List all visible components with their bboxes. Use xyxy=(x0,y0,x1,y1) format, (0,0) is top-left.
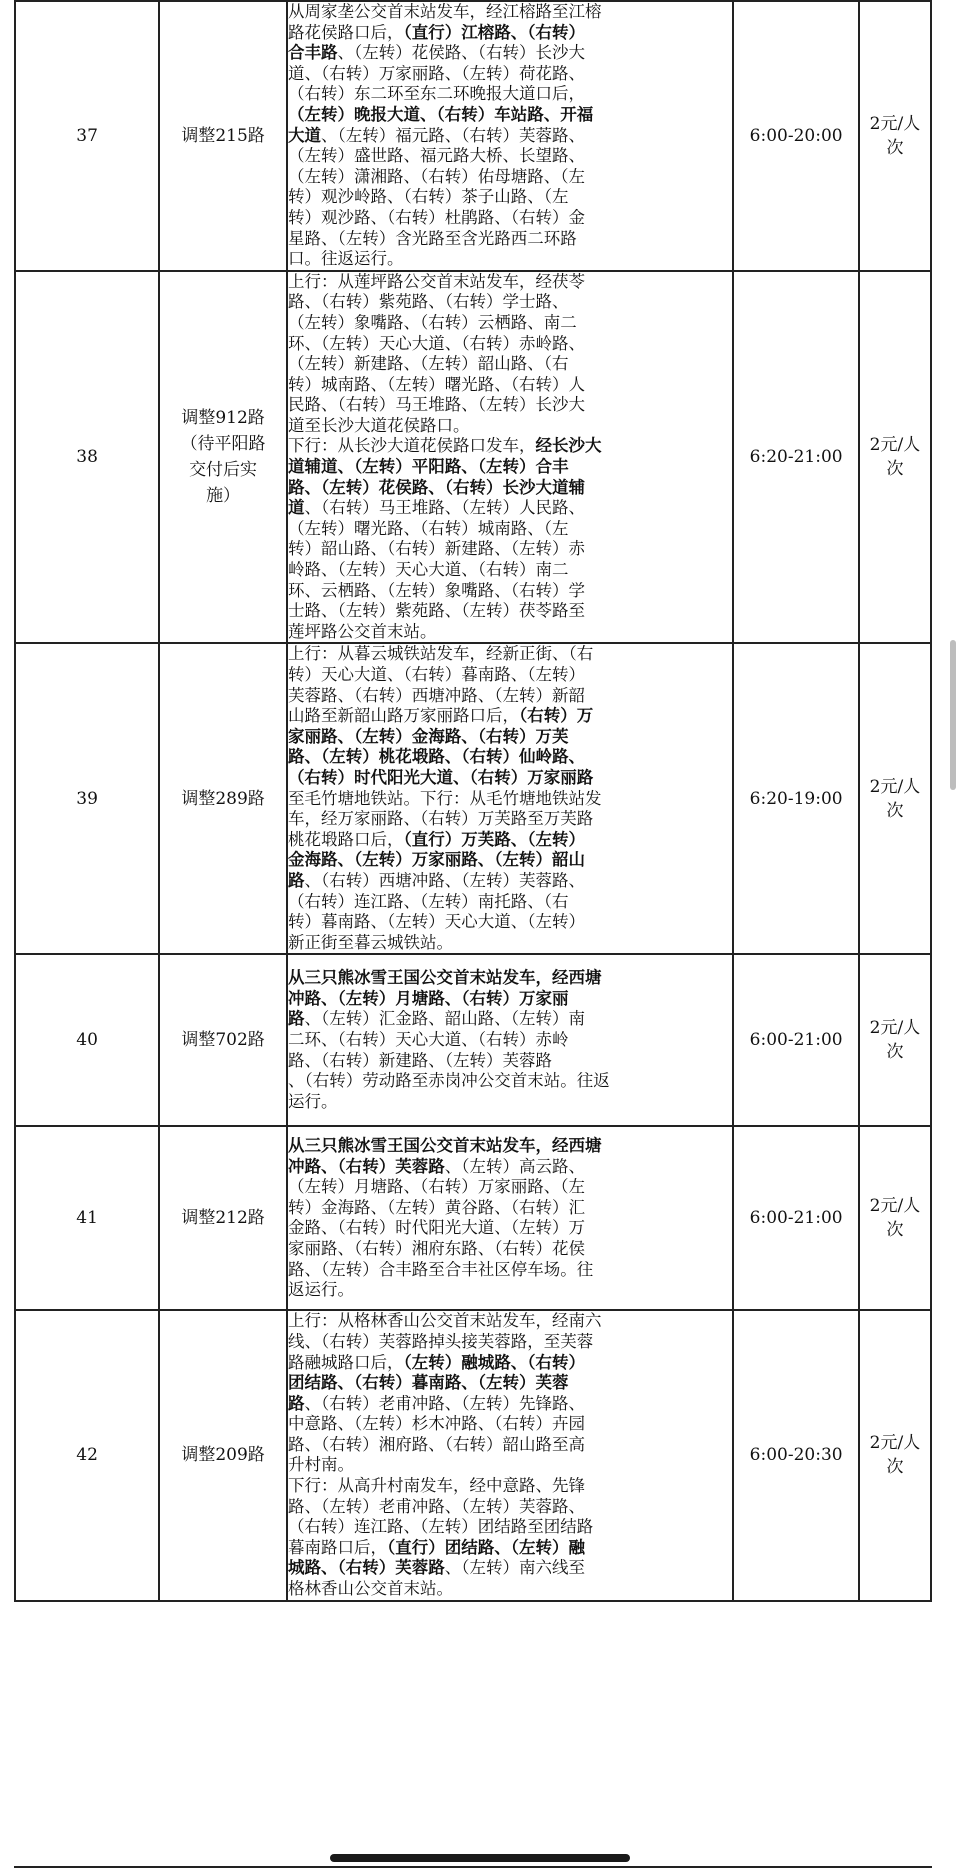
description-line xyxy=(288,416,732,437)
text-segment: 环、云栖路、（左转）象嘴路、（右转）学 xyxy=(288,580,585,600)
operating-hours: 6:00-21:00 xyxy=(733,1126,859,1310)
description-line xyxy=(288,354,732,375)
text-segment: 岭路、（左转）天心大道、（右转）南二 xyxy=(288,560,569,580)
description-line xyxy=(288,1051,732,1072)
description-line xyxy=(288,727,732,748)
table-row xyxy=(15,1310,931,1600)
route-number: 42 xyxy=(15,1310,159,1600)
description-line xyxy=(288,1136,732,1157)
description-line xyxy=(288,64,732,85)
description-line xyxy=(288,1198,732,1219)
description-line xyxy=(288,187,732,208)
text-segment: 、（右转）西塘冲路、（左转）芙蓉路、 xyxy=(304,870,585,890)
fare xyxy=(859,1,931,271)
fare-line: 2元/人 xyxy=(869,435,921,456)
table-bottom-border xyxy=(14,1866,932,1868)
text-segment: 下行：从高升村南发车，经中意路、先锋 xyxy=(288,1476,585,1496)
operating-hours: 6:20-21:00 xyxy=(733,271,859,644)
description-line xyxy=(288,2,732,23)
bold-segment: 金海路、（左转）万家丽路、（左转）韶山 xyxy=(288,850,585,870)
bold-segment: 道辅道、（左转）平阳路、（左转）合丰 xyxy=(288,457,569,477)
text-segment: 、（左转）花侯路、（右转）长沙大 xyxy=(337,43,585,63)
description-line xyxy=(288,105,732,126)
description-line xyxy=(288,249,732,270)
description-line xyxy=(288,706,732,727)
route-name: 调整289路 xyxy=(159,643,287,954)
description-line xyxy=(288,1538,732,1559)
text-segment: （左转）新建路、（左转）韶山路、（右 xyxy=(288,354,569,374)
route-name-line: （待平阳路 xyxy=(180,434,266,455)
fare-line: 次 xyxy=(886,137,904,158)
table-row xyxy=(15,1,931,271)
route-name: 调整215路 xyxy=(159,1,287,271)
description-line xyxy=(288,23,732,44)
description-line xyxy=(288,1071,732,1092)
text-segment: （左转）盛世路、福元路大桥、长望路、 xyxy=(288,146,585,166)
route-table-body xyxy=(15,1,931,1601)
description-line xyxy=(288,989,732,1010)
description-line xyxy=(288,1579,732,1600)
bold-segment: 路、（左转）桃花塅路、（右转）仙岭路、 xyxy=(288,747,585,767)
text-segment: 转）天心大道、（右转）暮南路、（左转） xyxy=(288,665,585,684)
text-segment: 、（右转）马王堆路、（左转）人民路、 xyxy=(304,498,585,518)
description-line xyxy=(288,313,732,334)
route-description xyxy=(287,643,733,954)
text-segment: 士路、（左转）紫苑路、（左转）茯苓路至 xyxy=(288,601,585,621)
route-name-line: 调整912路 xyxy=(181,408,265,429)
text-segment: 路、（右转）湘府路、（右转）韶山路至高 xyxy=(288,1434,585,1454)
bold-segment: 经长沙大 xyxy=(535,436,602,456)
text-segment: 返运行。 xyxy=(288,1280,354,1300)
text-segment: 金路、（右转）时代阳光大道、（左转）万 xyxy=(288,1218,585,1238)
text-segment: 转）暮南路、（左转）天心大道、（左转） xyxy=(288,912,585,932)
text-segment: （左转）潇湘路、（右转）佑母塘路、（左 xyxy=(288,166,585,186)
text-segment: （右转）连江路、（左转）团结路至团结路 xyxy=(288,1517,594,1537)
description-line xyxy=(288,665,732,686)
route-description xyxy=(287,1310,733,1600)
text-segment: 桃花塅路口后， xyxy=(288,829,404,849)
text-segment: 路、（左转）合丰路至合丰社区停车场。往 xyxy=(288,1259,594,1279)
route-number: 38 xyxy=(15,271,159,644)
fare-line: 次 xyxy=(886,800,904,821)
text-segment: 家丽路、（右转）湘府东路、（右转）花侯 xyxy=(288,1238,585,1258)
description-line xyxy=(288,1092,732,1113)
route-description xyxy=(287,271,733,644)
description-line xyxy=(288,498,732,519)
description-line xyxy=(288,519,732,540)
bold-segment: 合丰路 xyxy=(288,43,338,63)
text-segment: 道至长沙大道花侯路口。 xyxy=(288,415,470,435)
text-segment: 环、（左转）天心大道、（右转）赤岭路、 xyxy=(288,333,585,353)
description-line xyxy=(288,208,732,229)
route-number: 40 xyxy=(15,954,159,1126)
text-segment: 二环、（右转）天心大道、（右转）赤岭 xyxy=(288,1030,569,1050)
text-segment: 、（左转）高云路、 xyxy=(444,1156,585,1176)
description-line xyxy=(288,478,732,499)
description-line xyxy=(288,644,732,665)
description-line xyxy=(288,1353,732,1374)
description-line xyxy=(288,272,732,293)
text-segment: 线、（右转）芙蓉路掉头接芙蓉路，至芙蓉 xyxy=(288,1331,594,1351)
text-segment: 星路、（左转）含光路至含光路西二环路 xyxy=(288,228,577,248)
description-line xyxy=(288,1311,732,1332)
text-segment: 转）韶山路、（右转）新建路、（左转）赤 xyxy=(288,539,585,559)
operating-hours: 6:00-21:00 xyxy=(733,954,859,1126)
bold-segment: 路 xyxy=(288,1009,305,1029)
bold-segment: 从三只熊冰雪王国公交首末站发车，经西塘 xyxy=(288,1135,602,1155)
route-number: 39 xyxy=(15,643,159,954)
text-segment: 道、（右转）万家丽路、（左转）荷花路、 xyxy=(288,63,585,83)
route-description xyxy=(287,1126,733,1310)
bold-segment: 冲路、（左转）月塘路、（右转）万家丽 xyxy=(288,988,569,1008)
description-line xyxy=(288,1414,732,1435)
description-line xyxy=(288,1394,732,1415)
text-segment: 车，经万家丽路、（右转）万芙路至万芙路 xyxy=(288,809,594,829)
bold-segment: 道 xyxy=(288,498,305,518)
text-segment: 上行：从格林香山公交首末站发车，经南六 xyxy=(288,1311,602,1331)
text-segment: 莲坪路公交首末站。 xyxy=(288,621,437,641)
fare-line: 次 xyxy=(886,459,904,480)
operating-hours: 6:00-20:00 xyxy=(733,1,859,271)
fare-line: 2元/人 xyxy=(869,1196,921,1217)
operating-hours: 6:00-20:30 xyxy=(733,1310,859,1600)
description-line xyxy=(288,1218,732,1239)
text-segment: （左转）月塘路、（右转）万家丽路、（左 xyxy=(288,1177,585,1197)
route-number: 37 xyxy=(15,1,159,271)
description-line xyxy=(288,809,732,830)
description-line xyxy=(288,292,732,313)
text-segment: 升村南。 xyxy=(288,1455,354,1475)
bold-segment: （直行）团结路、（左转）融 xyxy=(387,1537,585,1557)
home-indicator[interactable] xyxy=(330,1854,630,1862)
description-line xyxy=(288,830,732,851)
text-segment: 转）城南路、（左转）曙光路、（右转）人 xyxy=(288,374,585,394)
bold-segment: （直行）万芙路、（左转） xyxy=(403,829,585,849)
description-line xyxy=(288,747,732,768)
fare-line: 2元/人 xyxy=(869,113,921,134)
text-segment: 下行：从长沙大道花侯路口发车， xyxy=(288,436,536,456)
bold-segment: （直行）江榕路、（右转） xyxy=(403,22,585,42)
text-segment: 运行。 xyxy=(288,1091,338,1111)
route-number: 41 xyxy=(15,1126,159,1310)
text-segment: 暮南路口后， xyxy=(288,1537,387,1557)
bold-segment: 大道 xyxy=(288,125,321,145)
text-segment: 从周家垄公交首末站发车，经江榕路至江榕 xyxy=(288,2,602,21)
route-name-line: 施） xyxy=(206,486,241,507)
bold-segment: 路 xyxy=(288,870,305,890)
description-line xyxy=(288,789,732,810)
text-segment: 、（左转）福元路、（右转）芙蓉路、 xyxy=(321,125,585,145)
description-line xyxy=(288,1280,732,1301)
text-segment: 路、（右转）紫苑路、（右转）学士路、 xyxy=(288,292,569,312)
text-segment: （右转）东二环至东二环晚报大道口后， xyxy=(288,84,585,104)
fare xyxy=(859,271,931,644)
description-line xyxy=(288,436,732,457)
description-line xyxy=(288,912,732,933)
text-segment: 山路至新韶山路万家丽路口后， xyxy=(288,706,519,726)
description-line xyxy=(288,850,732,871)
text-segment: 转）观沙岭路、（右转）茶子山路、（左 xyxy=(288,187,569,207)
description-line xyxy=(288,601,732,622)
route-name: 调整209路 xyxy=(159,1310,287,1600)
fare-line: 2元/人 xyxy=(869,776,921,797)
bold-segment: 团结路、（右转）暮南路、（左转）芙蓉 xyxy=(288,1373,569,1393)
text-segment: 路融城路口后， xyxy=(288,1352,404,1372)
description-line xyxy=(288,1497,732,1518)
bold-segment: （左转）融城路、（右转） xyxy=(403,1352,585,1372)
table-row xyxy=(15,271,931,644)
description-line xyxy=(288,126,732,147)
description-line xyxy=(288,84,732,105)
text-segment: （左转）象嘴路、（右转）云栖路、南二 xyxy=(288,312,577,332)
operating-hours: 6:20-19:00 xyxy=(733,643,859,954)
fare xyxy=(859,954,931,1126)
table-row xyxy=(15,643,931,954)
text-segment: 中意路、（左转）杉木冲路、（右转）卉园 xyxy=(288,1414,585,1434)
text-segment: 、（右转）老甫冲路、（左转）先锋路、 xyxy=(304,1393,585,1413)
description-line xyxy=(288,686,732,707)
fare-line: 次 xyxy=(886,1457,904,1478)
description-line xyxy=(288,146,732,167)
description-line xyxy=(288,968,732,989)
text-segment: 路、（左转）老甫冲路、（左转）芙蓉路、 xyxy=(288,1496,585,1516)
description-line xyxy=(288,1260,732,1281)
text-segment: 路花侯路口后， xyxy=(288,22,404,42)
description-line xyxy=(288,1517,732,1538)
description-line xyxy=(288,1558,732,1579)
description-line xyxy=(288,229,732,250)
text-segment: （右转）连江路、（左转）南托路、（右 xyxy=(288,891,569,911)
description-line xyxy=(288,1476,732,1497)
description-line xyxy=(288,581,732,602)
text-segment: 芙蓉路、（右转）西塘冲路、（左转）新韶 xyxy=(288,685,585,705)
description-line xyxy=(288,375,732,396)
text-segment: 上行：从暮云城铁站发车，经新正街、（右 xyxy=(288,644,594,664)
description-line xyxy=(288,1455,732,1476)
bold-segment: （右转）时代阳光大道、（右转）万家丽路 xyxy=(288,767,594,787)
bold-segment: 城路、（右转）芙蓉路 xyxy=(288,1558,445,1578)
fare-line: 2元/人 xyxy=(869,1018,921,1039)
text-segment: 新正街至暮云城铁站。 xyxy=(288,932,453,952)
bold-segment: （右转）万 xyxy=(519,706,594,726)
text-segment: 至毛竹塘地铁站。下行：从毛竹塘地铁站发 xyxy=(288,788,602,808)
text-segment: 民路、（右转）马王堆路、（左转）长沙大 xyxy=(288,395,585,415)
route-name-line: 交付后实 xyxy=(189,460,258,481)
text-segment: 格林香山公交首末站。 xyxy=(288,1579,453,1599)
description-line xyxy=(288,457,732,478)
fare xyxy=(859,1310,931,1600)
description-line xyxy=(288,768,732,789)
description-line xyxy=(288,1157,732,1178)
text-segment: 转）观沙路、（右转）杜鹃路、（右转）金 xyxy=(288,207,585,227)
route-description xyxy=(287,1,733,271)
description-line xyxy=(288,1177,732,1198)
description-line xyxy=(288,1030,732,1051)
table-row xyxy=(15,954,931,1126)
description-line xyxy=(288,395,732,416)
route-table xyxy=(14,0,932,1602)
description-line xyxy=(288,1332,732,1353)
fare-line: 次 xyxy=(886,1220,904,1241)
description-line xyxy=(288,560,732,581)
bold-segment: 从三只熊冰雪王国公交首末站发车，经西塘 xyxy=(288,968,602,988)
route-name: 调整212路 xyxy=(159,1126,287,1310)
route-description xyxy=(287,954,733,1126)
text-segment: （左转）曙光路、（右转）城南路、（左 xyxy=(288,518,569,538)
text-segment: 、（左转）南六线至 xyxy=(444,1558,585,1578)
description-line xyxy=(288,539,732,560)
table-row xyxy=(15,1126,931,1310)
description-line xyxy=(288,43,732,64)
fare xyxy=(859,1126,931,1310)
text-segment: 上行：从莲坪路公交首末站发车，经茯苓 xyxy=(288,271,585,291)
bold-segment: 冲路、（右转）芙蓉路 xyxy=(288,1156,445,1176)
description-line xyxy=(288,1239,732,1260)
fare xyxy=(859,643,931,954)
description-line xyxy=(288,334,732,355)
description-line xyxy=(288,1435,732,1456)
description-line xyxy=(288,622,732,643)
bold-segment: 路 xyxy=(288,1393,305,1413)
bold-segment: 家丽路、（左转）金海路、（右转）万芙 xyxy=(288,726,569,746)
fare-line: 2元/人 xyxy=(869,1433,921,1454)
description-line xyxy=(288,871,732,892)
text-segment: 转）金海路、（左转）黄谷路、（右转）汇 xyxy=(288,1197,585,1217)
route-name: 调整702路 xyxy=(159,954,287,1126)
bold-segment: 路、（左转）花侯路、（右转）长沙大道辅 xyxy=(288,477,585,497)
bold-segment: （左转）晚报大道、（右转）车站路、开福 xyxy=(288,104,594,124)
text-segment: 、（右转）劳动路至赤岗冲公交首末站。往返 xyxy=(288,1071,610,1091)
text-segment: 路、（右转）新建路、（左转）芙蓉路 xyxy=(288,1050,552,1070)
fare-line: 次 xyxy=(886,1042,904,1063)
description-line xyxy=(288,1009,732,1030)
scrollbar[interactable] xyxy=(950,640,956,790)
description-line xyxy=(288,892,732,913)
description-line xyxy=(288,933,732,954)
description-line xyxy=(288,1373,732,1394)
text-segment: 、（左转）汇金路、韶山路、（左转）南 xyxy=(304,1009,585,1029)
route-name xyxy=(159,271,287,644)
description-line xyxy=(288,167,732,188)
text-segment: 口。往返运行。 xyxy=(288,249,404,269)
